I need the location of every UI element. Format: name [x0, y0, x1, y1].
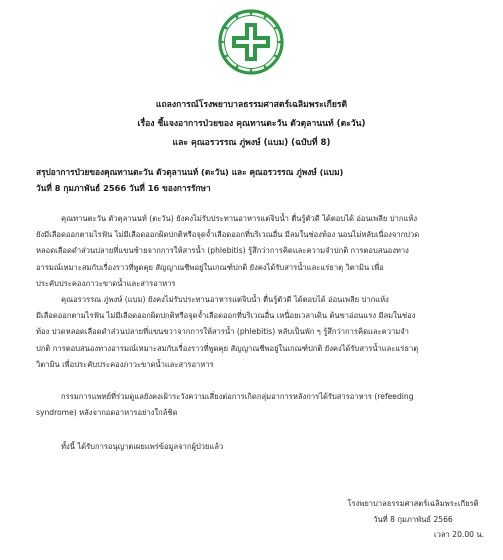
paragraph-line: คุณทานตะวัน ตัวตุลานนท์ (ตะวัน) ยังคงไม่รับประทานอาหารแต่จิบน้ำ ตื่นรู้ตัวดี ได้ตอบได้ อ่อนเพลีย ปากแห้ง	[61, 214, 418, 223]
paragraph-line: อารมณ์เหมาะสมกับเรื่องราวที่พูดคุย สัญญาณชีพอยู่ในเกณฑ์ปกติ ยังคงได้รับสารน้ำและแร่ธาตุ วิตามิน เพื่อ	[36, 262, 384, 272]
signature-block	[338, 496, 488, 543]
paragraph-line: syndrome) หลังจากอดอาหารอย่างใกล้ชิด	[36, 408, 178, 418]
paragraph-line: ปกติ การตอบสนองทางอารมณ์เหมาะสมกับเรื่องราวที่พูดคุย สัญญาณชีพอยู่ในเกณฑ์ปกติ ยังคงได้รับสารน้ำและแร่ธาตุ	[36, 343, 419, 353]
paragraph-line: หลอดเลือดดำส่วนปลายที่แขนซ้ายจากการให้สารน้ำ (phlebitis) รู้สึกว่าการคิดและความจำปกติ การตอบสนองทาง	[36, 246, 409, 256]
paragraph-line: ท้อง ปวดหลอดเลือดดำส่วนปลายที่แขนขวาจากการให้สารน้ำ (phlebitis) หลับเป็นพัก ๆ รู้สึกว่าการคิดและความจำ	[36, 327, 409, 337]
statement-title: แถลงการณ์โรงพยาบาลธรรมศาสตร์เฉลิมพระเกียรติ	[155, 100, 348, 110]
summary-heading	[36, 164, 486, 196]
paragraph-line: กรรมการแพทย์ที่ร่วมดูแลยังคงเฝ้าระวังความเสี่ยงต่อการเกิดกลุ่มอาการหลังการได้รับสารอาหาร (refeeding	[61, 392, 414, 401]
signature-date: วันที่ 8 กุมภาพันธ์ 2566	[373, 514, 453, 524]
patient-1-paragraph	[36, 211, 488, 292]
paragraph-line: ประคับประคองภาวะขาดน้ำและสารอาหาร	[36, 278, 176, 288]
summary-title: สรุปอาการป่วยของคุณทานตะวัน ตัวตุลานนท์ (ตะวัน) และ คุณอรวรรณ ภู่พงษ์ (แบม)	[36, 167, 344, 177]
patient-2-paragraph	[36, 292, 488, 373]
statement-header	[0, 96, 503, 153]
paragraph-line: วิตามิน เพื่อประคับประคองภาวะขาดน้ำและสารอาหาร	[36, 359, 214, 369]
signature-org: โรงพยาบาลธรรมศาสตร์เฉลิมพระเกียรติ	[347, 499, 479, 508]
paragraph-line: ยังมีเลือดออกตามไรฟัน ไม่มีเลือดออกผิดปกติหรือจุดจ้ำเลือดออกที่บริเวณอื่น มีลมในช่องท้อง นอนไม่หลับเนื่องจากปวด	[36, 230, 420, 240]
signature-time: เวลา 20.00 น.	[434, 530, 484, 539]
medical-committee-paragraph	[36, 389, 488, 421]
summary-date: วันที่ 8 กุมภาพันธ์ 2566 วันที่ 16 ของการรักษา	[36, 183, 211, 193]
paragraph-line: ทั้งนี้ ได้รับการอนุญาตเผยแพร่ข้อมูลจากผู้ป่วยแล้ว	[61, 442, 224, 451]
paragraph-line: คุณอรวรรณ ภู่พงษ์ (แบม) ยังคงไม่รับประทานอาหารแต่จิบน้ำ ตื่นรู้ตัวดี ได้ตอบได้ อ่อนเพลีย ปากแห้ง	[61, 295, 389, 304]
paragraph-line: มีเลือดออกตามไรฟัน ไม่มีเลือดออกผิดปกติหรือจุดจ้ำเลือดออกที่บริเวณอื่น เหนื่อยเวลาเดิน ต้นขาอ่อนแรง มีลมในช่อง	[36, 311, 416, 321]
hospital-seal-icon	[218, 9, 284, 75]
statement-subject-cont: และ คุณอรวรรณ ภู่พงษ์ (แบม) (ฉบับที่ 8)	[172, 138, 331, 148]
consent-paragraph	[36, 439, 488, 455]
statement-subject: เรื่อง ชี้แจงอาการป่วยของ คุณทานตะวัน ตัวตุลานนท์ (ตะวัน)	[137, 119, 366, 129]
